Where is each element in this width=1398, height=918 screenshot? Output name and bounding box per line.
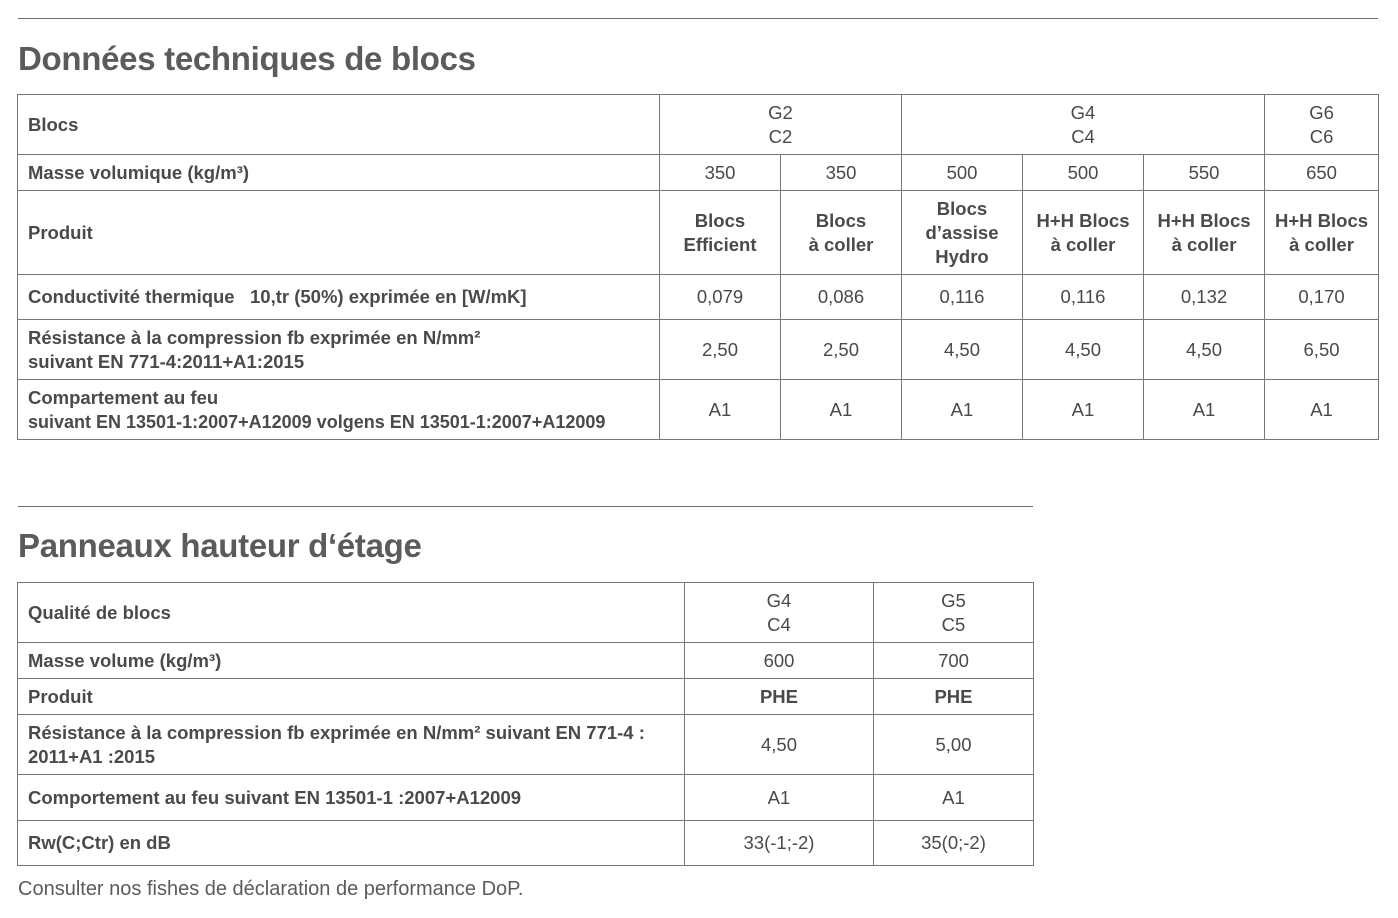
table-cell: 350 (660, 155, 781, 191)
table-cell: 550 (1144, 155, 1265, 191)
footnote: Consulter nos fishes de déclaration de performance DoP. (18, 878, 524, 900)
grade-cell: G5 C5 (874, 583, 1034, 643)
table-row (18, 191, 1379, 275)
panneaux-table (17, 582, 1034, 866)
product-cell: Blocs à coller (781, 191, 902, 275)
blocs-section-title: Données techniques de blocs (18, 40, 476, 77)
grade-cell: G4 C4 (685, 583, 874, 643)
blocs-table (17, 94, 1379, 440)
row-label: Produit (18, 191, 660, 275)
table-cell: A1 (902, 380, 1023, 440)
product-cell: PHE (874, 679, 1034, 715)
table-row (18, 679, 1034, 715)
table-cell: 350 (781, 155, 902, 191)
table-cell: 4,50 (685, 715, 874, 775)
table-row (18, 821, 1034, 866)
table-row (18, 583, 1034, 643)
table-row (18, 380, 1379, 440)
row-label: Résistance à la compression fb exprimée en N/mm² suivant EN 771-4 : 2011+A1 :2015 (18, 715, 685, 775)
table-row (18, 95, 1379, 155)
table-cell: 700 (874, 643, 1034, 679)
row-label: Rw(C;Ctr) en dB (18, 821, 685, 866)
product-cell: PHE (685, 679, 874, 715)
table-cell: 0,086 (781, 275, 902, 320)
table-cell: 4,50 (1023, 320, 1144, 380)
table-cell: 2,50 (660, 320, 781, 380)
product-cell: H+H Blocs à coller (1023, 191, 1144, 275)
table-cell: 500 (902, 155, 1023, 191)
table-cell: 0,132 (1144, 275, 1265, 320)
table-cell: A1 (1144, 380, 1265, 440)
panneaux-section-title: Panneaux hauteur d‘étage (18, 527, 422, 564)
table-cell: 35(0;-2) (874, 821, 1034, 866)
table-cell: 500 (1023, 155, 1144, 191)
table-row (18, 275, 1379, 320)
table-cell: 0,170 (1265, 275, 1379, 320)
table-cell: 0,116 (902, 275, 1023, 320)
table-row (18, 775, 1034, 821)
table-cell: 0,079 (660, 275, 781, 320)
table-cell: A1 (1265, 380, 1379, 440)
grade-cell: G2 C2 (660, 95, 902, 155)
section-divider (18, 506, 1033, 507)
table-cell: 33(-1;-2) (685, 821, 874, 866)
grade-cell: G6 C6 (1265, 95, 1379, 155)
product-cell: H+H Blocs à coller (1265, 191, 1379, 275)
table-cell: A1 (781, 380, 902, 440)
row-label: Blocs (18, 95, 660, 155)
table-cell: 600 (685, 643, 874, 679)
product-cell: Blocs d’assise Hydro (902, 191, 1023, 275)
row-label: Masse volume (kg/m³) (18, 643, 685, 679)
top-divider (18, 18, 1378, 19)
table-cell: A1 (1023, 380, 1144, 440)
table-cell: 4,50 (902, 320, 1023, 380)
table-row (18, 715, 1034, 775)
row-label: Résistance à la compression fb exprimée en N/mm² suivant EN 771-4:2011+A1:2015 (18, 320, 660, 380)
table-row (18, 155, 1379, 191)
grade-cell: G4 C4 (902, 95, 1265, 155)
table-row (18, 320, 1379, 380)
row-label: Qualité de blocs (18, 583, 685, 643)
row-label: Compartement au feu suivant EN 13501-1:2007+A12009 volgens EN 13501-1:2007+A12009 (18, 380, 660, 440)
row-label: Produit (18, 679, 685, 715)
table-cell: 0,116 (1023, 275, 1144, 320)
row-label: Comportement au feu suivant EN 13501-1 :2007+A12009 (18, 775, 685, 821)
product-cell: H+H Blocs à coller (1144, 191, 1265, 275)
table-cell: A1 (874, 775, 1034, 821)
table-cell: 4,50 (1144, 320, 1265, 380)
table-cell: 5,00 (874, 715, 1034, 775)
table-cell: A1 (660, 380, 781, 440)
row-label: Masse volumique (kg/m³) (18, 155, 660, 191)
table-cell: 2,50 (781, 320, 902, 380)
table-cell: 6,50 (1265, 320, 1379, 380)
table-cell: 650 (1265, 155, 1379, 191)
row-label: Conductivité thermique 10,tr (50%) exprimée en [W/mK] (18, 275, 660, 320)
table-cell: A1 (685, 775, 874, 821)
product-cell: Blocs Efficient (660, 191, 781, 275)
table-row (18, 643, 1034, 679)
